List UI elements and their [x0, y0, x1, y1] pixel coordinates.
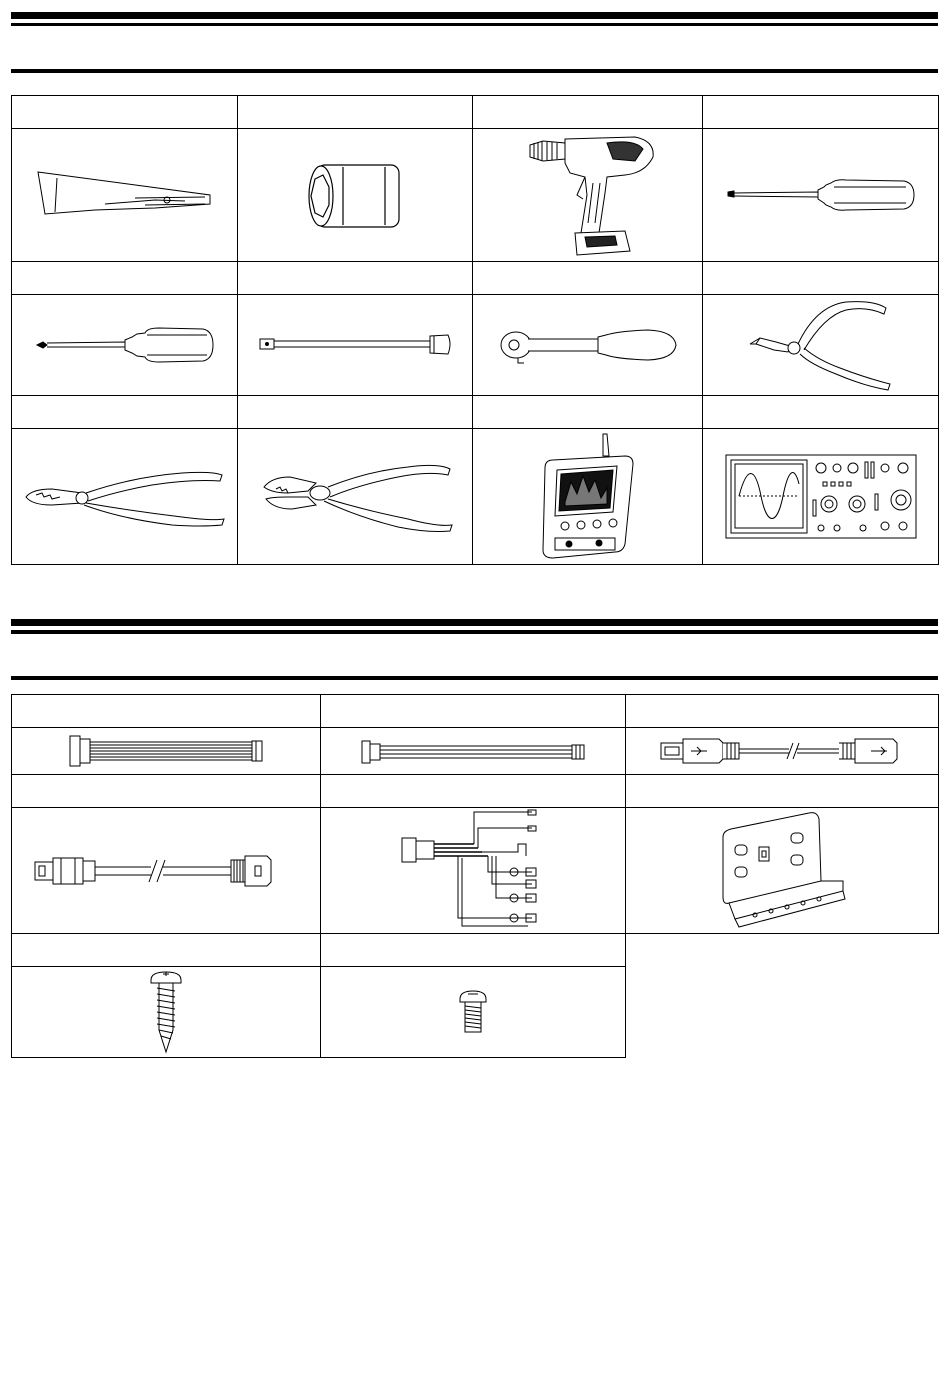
ratchet-wrench-icon [498, 325, 678, 365]
image-row [12, 728, 939, 775]
empty-cell [626, 934, 939, 967]
oscilloscope-icon [725, 454, 917, 539]
slip-joint-pliers-icon [258, 459, 453, 534]
tool-label [703, 396, 939, 429]
empty-cell [626, 967, 939, 1058]
part-cell [321, 808, 626, 934]
part-cell [12, 728, 321, 775]
tool-cell [473, 129, 703, 262]
tool-cell [703, 129, 939, 262]
tool-label [473, 396, 703, 429]
part-label [321, 934, 626, 967]
label-row [12, 695, 939, 728]
part-label [12, 775, 321, 808]
image-row [12, 429, 939, 565]
cordless-drill-icon [515, 133, 660, 258]
part-label [321, 695, 626, 728]
mounting-bracket-icon [715, 811, 850, 931]
section-top-rule-thick [11, 12, 938, 19]
part-label [12, 695, 321, 728]
tool-cell [12, 129, 238, 262]
tool-cell [703, 295, 939, 396]
torx-screwdriver-icon [726, 175, 916, 215]
tool-label [473, 262, 703, 295]
section-top-rule-thin [11, 23, 938, 26]
image-row [12, 808, 939, 934]
part-cell [12, 967, 321, 1058]
section-top-rule-thick [11, 619, 938, 626]
label-row [12, 96, 939, 129]
tool-cell [703, 429, 939, 565]
tool-label [12, 396, 238, 429]
wire-harness-short-icon [358, 733, 588, 769]
tapping-screw-icon [149, 970, 183, 1054]
tool-label [703, 262, 939, 295]
tool-cell [473, 295, 703, 396]
tool-label [238, 96, 473, 129]
part-label [12, 934, 321, 967]
label-row [12, 396, 939, 429]
part-cell [626, 808, 939, 934]
crimping-pliers-icon [22, 467, 227, 527]
part-cell [12, 808, 321, 934]
image-row [12, 129, 939, 262]
pry-tool-icon [35, 170, 215, 220]
label-row [12, 775, 939, 808]
label-row [12, 934, 939, 967]
socket-icon [295, 155, 415, 235]
label-row [12, 262, 939, 295]
branch-harness-icon [398, 808, 548, 933]
part-cell [321, 967, 626, 1058]
image-row [12, 967, 939, 1058]
tool-label [703, 96, 939, 129]
tool-label [238, 262, 473, 295]
phillips-screwdriver-icon [35, 325, 215, 365]
usb-cable-icon [657, 733, 907, 769]
tool-label [473, 96, 703, 129]
image-row [12, 295, 939, 396]
section-underline [11, 676, 938, 680]
tool-cell [12, 295, 238, 396]
part-cell [626, 728, 939, 775]
side-cutter-pliers-icon [746, 298, 896, 393]
tool-cell [473, 429, 703, 565]
tool-cell [238, 295, 473, 396]
handheld-tester-icon [533, 432, 643, 562]
wire-harness-long-icon [66, 730, 266, 772]
tool-cell [238, 429, 473, 565]
section-top-rule-thin [11, 630, 938, 634]
machine-screw-icon [458, 989, 488, 1035]
part-label [321, 775, 626, 808]
tool-cell [238, 129, 473, 262]
extension-bar-icon [258, 330, 453, 360]
power-cable-icon [31, 846, 301, 896]
tool-label [12, 96, 238, 129]
part-cell [321, 728, 626, 775]
section-underline [11, 69, 938, 73]
tool-label [238, 396, 473, 429]
tool-cell [12, 429, 238, 565]
tool-label [12, 262, 238, 295]
parts-table [11, 694, 939, 1058]
part-label [626, 775, 939, 808]
tools-table [11, 95, 939, 565]
part-label [626, 695, 939, 728]
